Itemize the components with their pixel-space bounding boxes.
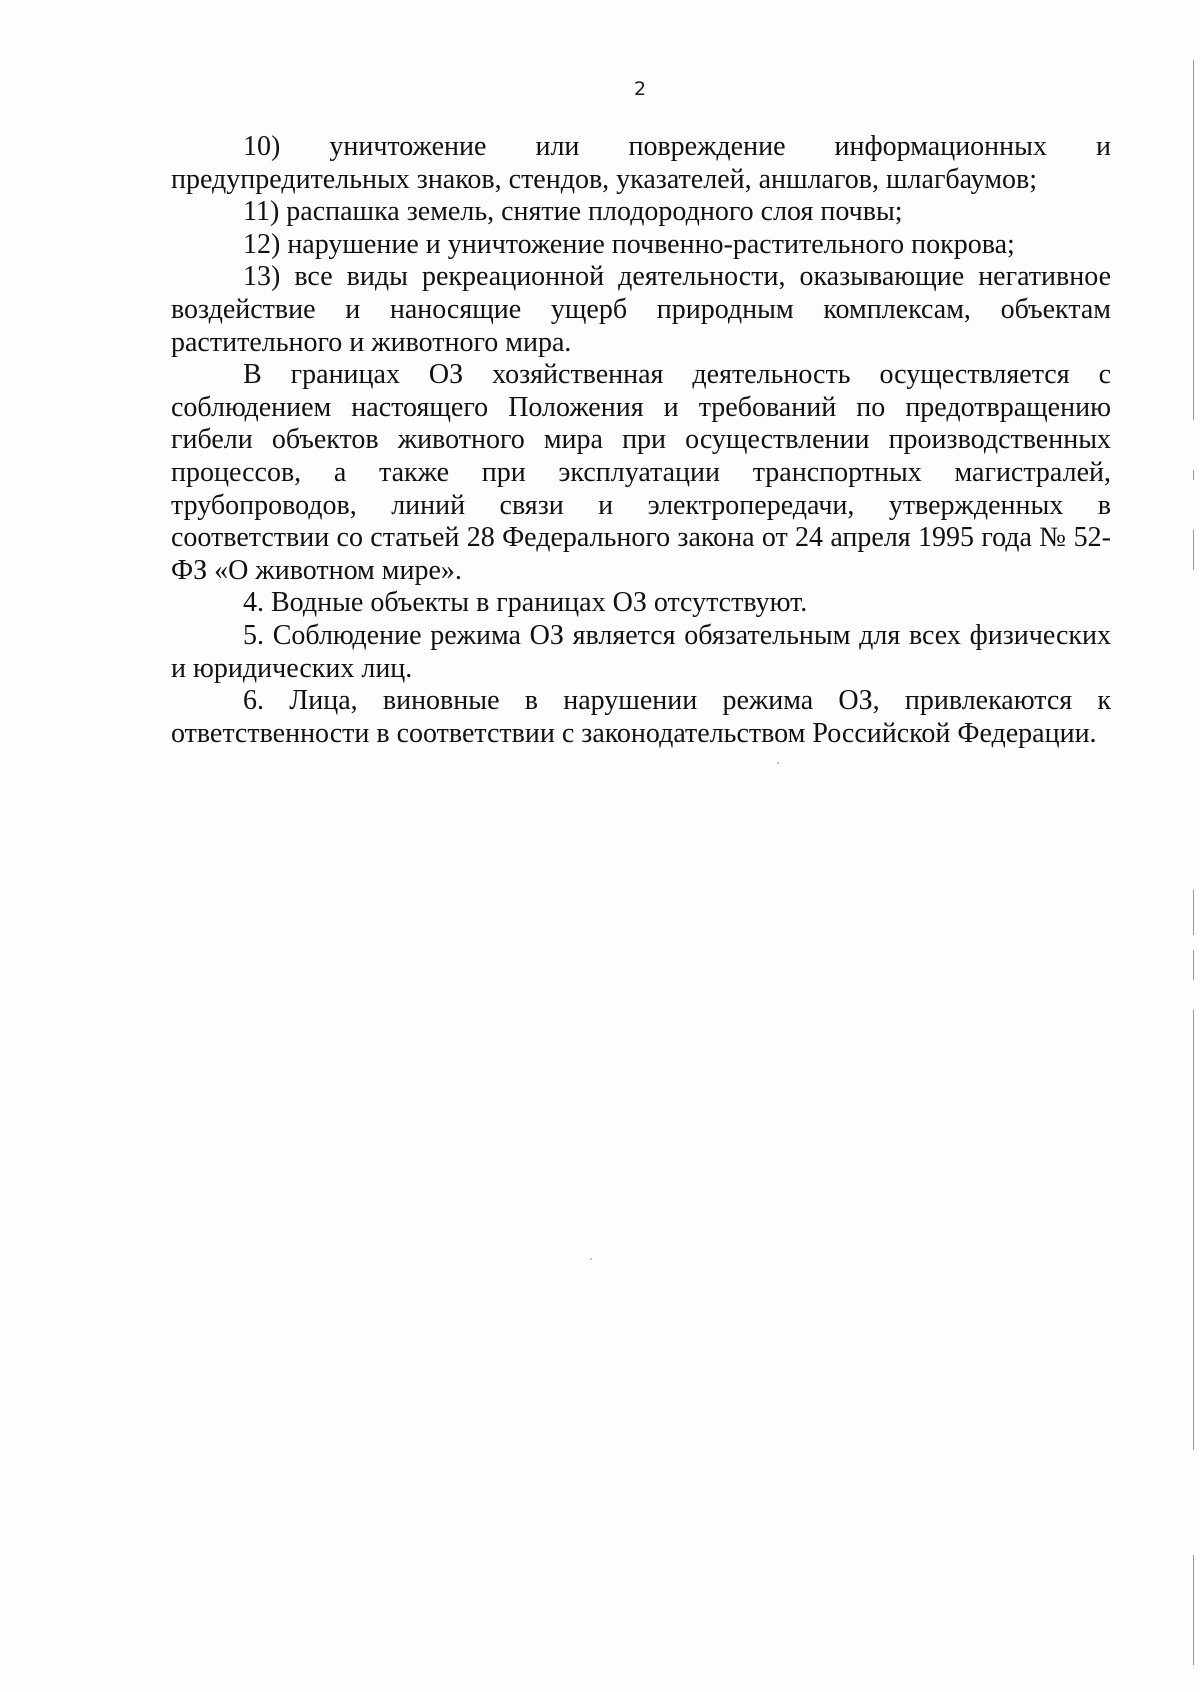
- list-item-13: 13) все виды рекреационной деятельности, оказывающие негативное воздействие и наносящие ущерб природным комплексам, объектам растительного и животного мира.: [171, 261, 1111, 358]
- list-item-10: 10) уничтожение или повреждение информационных и предупредительных знаков, стендов, указателей, аншлагов, шлагбаумов;: [171, 131, 1111, 195]
- clause-5: 5. Соблюдение режима ОЗ является обязательным для всех физических и юридических лиц.: [171, 619, 1111, 684]
- scan-edge-mark: [1193, 950, 1194, 980]
- paragraph-economic-activity: В границах ОЗ хозяйственная деятельность осуществляется с соблюдением настоящего Положения и требований по предотвращению гибели объектов животного мира при осуществлении производственных процессов, а также при эксплуатации транспортных магистралей, трубопроводов, линий связи и электропередачи, утвержденных в соответствии со статьей 28 Федерального закона от 24 апреля 1995 года № 52-ФЗ «О животном мире».: [171, 359, 1111, 586]
- list-item-12: 12) нарушение и уничтожение почвенно-растительного покрова;: [243, 228, 1015, 260]
- scan-edge-mark: [1193, 1010, 1194, 1450]
- scan-edge-mark: [1193, 890, 1194, 935]
- scan-edge-mark: [1193, 470, 1194, 480]
- document-body: [171, 131, 1111, 750]
- scan-edge-mark: [1193, 530, 1194, 570]
- scan-edge-mark: [1193, 1555, 1194, 1665]
- scan-speck: [590, 1258, 592, 1260]
- clause-4: 4. Водные объекты в границах ОЗ отсутствуют.: [243, 587, 808, 619]
- page-number: 2: [633, 78, 647, 100]
- scan-edge-mark: [1193, 60, 1194, 420]
- clause-6: 6. Лица, виновные в нарушении режима ОЗ, привлекаются к ответственности в соответствии с законодательством Российской Федерации.: [171, 685, 1111, 749]
- scan-speck: [777, 762, 779, 764]
- list-item-11: 11) распашка земель, снятие плодородного слоя почвы;: [243, 196, 903, 228]
